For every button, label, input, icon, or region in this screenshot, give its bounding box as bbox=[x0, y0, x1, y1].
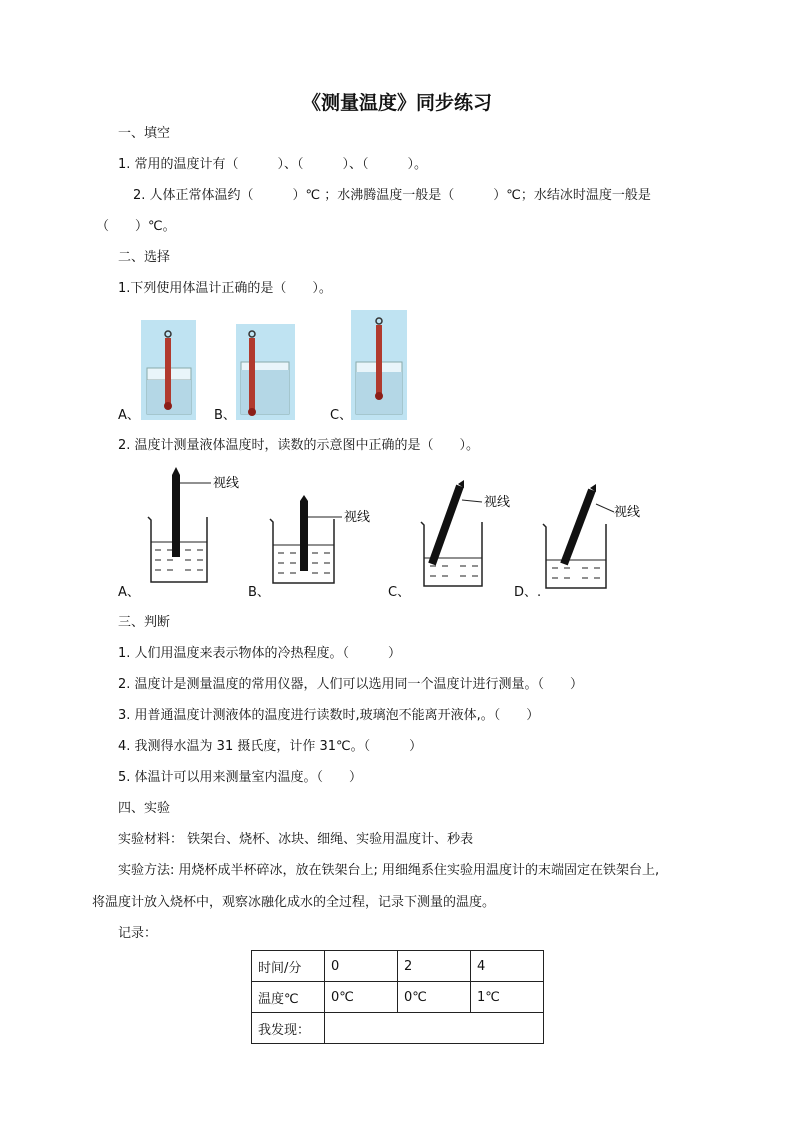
sight-line-label-a: 视线 bbox=[213, 476, 240, 491]
thermometer-beaker-figure-b bbox=[236, 324, 295, 420]
table-row bbox=[252, 1013, 544, 1044]
table-cell: 1℃ bbox=[471, 982, 544, 1013]
choice-q2-option-a: A、 bbox=[118, 585, 140, 600]
choice-question-2: 2. 温度计测量液体温度时，读数的示意图中正确的是（ ）。 bbox=[118, 438, 480, 453]
sight-line-label-d: 视线 bbox=[614, 505, 641, 520]
section-fill-heading: 一、填空 bbox=[118, 126, 171, 141]
table-cell: 0 bbox=[325, 951, 398, 982]
choice-q2-option-b: B、 bbox=[248, 585, 270, 600]
choice-q1-option-c: C、 bbox=[330, 408, 353, 423]
reading-figure-c bbox=[420, 478, 540, 590]
thermometer-beaker-figure-c bbox=[351, 310, 407, 420]
reading-figure-d bbox=[542, 482, 662, 592]
choice-question-1: 1.下列使用体温计正确的是（ ）。 bbox=[118, 281, 332, 296]
judge-item-2: 2. 温度计是测量温度的常用仪器，人们可以选用同一个温度计进行测量。（ ） bbox=[118, 677, 584, 692]
table-cell: 2 bbox=[398, 951, 471, 982]
reading-figure-a bbox=[145, 465, 255, 585]
section-experiment-heading: 四、实验 bbox=[118, 801, 171, 816]
table-cell: 温度℃ bbox=[252, 982, 325, 1013]
thermometer-beaker-figure-a bbox=[141, 320, 196, 420]
findings-answer-cell[interactable] bbox=[325, 1013, 544, 1044]
reading-figure-b bbox=[268, 495, 378, 587]
sight-line-label-c: 视线 bbox=[484, 495, 511, 510]
experiment-record-label: 记录： bbox=[118, 926, 158, 941]
fill-question-2-line-1: 2. 人体正常体温约（ ）℃ ；水沸腾温度一般是（ ）℃；水结冰时温度一般是 bbox=[133, 188, 651, 203]
table-cell: 我发现： bbox=[252, 1013, 325, 1044]
table-cell: 0℃ bbox=[325, 982, 398, 1013]
experiment-materials: 实验材料： 铁架台、烧杯、冰块、细绳、实验用温度计、秒表 bbox=[118, 832, 474, 847]
table-row bbox=[252, 951, 544, 982]
fill-question-2-line-2: （ ）℃。 bbox=[96, 219, 176, 234]
choice-q1-option-a: A、 bbox=[118, 408, 140, 423]
experiment-method-line-2: 将温度计放入烧杯中，观察冰融化成水的全过程，记录下测量的温度。 bbox=[92, 895, 496, 910]
judge-item-1: 1. 人们用温度来表示物体的冷热程度。（ ） bbox=[118, 646, 402, 661]
choice-q1-option-b: B、 bbox=[214, 408, 236, 423]
sight-line-label-b: 视线 bbox=[344, 510, 371, 525]
choice-q2-option-d: D、. bbox=[514, 585, 542, 600]
judge-item-3: 3. 用普通温度计测液体的温度进行读数时,玻璃泡不能离开液体,。（ ） bbox=[118, 708, 540, 723]
judge-item-5: 5. 体温计可以用来测量室内温度。（ ） bbox=[118, 770, 363, 785]
fill-question-1: 1. 常用的温度计有（ ）、（ ）、（ ）。 bbox=[118, 157, 428, 172]
section-judge-heading: 三、判断 bbox=[118, 615, 171, 630]
table-cell: 4 bbox=[471, 951, 544, 982]
judge-item-4: 4. 我测得水温为 31 摄氏度，计作 31℃。（ ） bbox=[118, 739, 423, 754]
choice-q2-option-c: C、 bbox=[388, 585, 411, 600]
table-cell: 0℃ bbox=[398, 982, 471, 1013]
page-title: 《测量温度》同步练习 bbox=[301, 92, 492, 114]
table-cell: 时间/分 bbox=[252, 951, 325, 982]
experiment-method-line-1: 实验方法: 用烧杯成半杯碎冰，放在铁架台上; 用细绳系住实验用温度计的末端固定在铁架台上, bbox=[118, 863, 660, 878]
section-choice-heading: 二、选择 bbox=[118, 250, 171, 265]
record-table bbox=[251, 950, 544, 1044]
table-row bbox=[252, 982, 544, 1013]
